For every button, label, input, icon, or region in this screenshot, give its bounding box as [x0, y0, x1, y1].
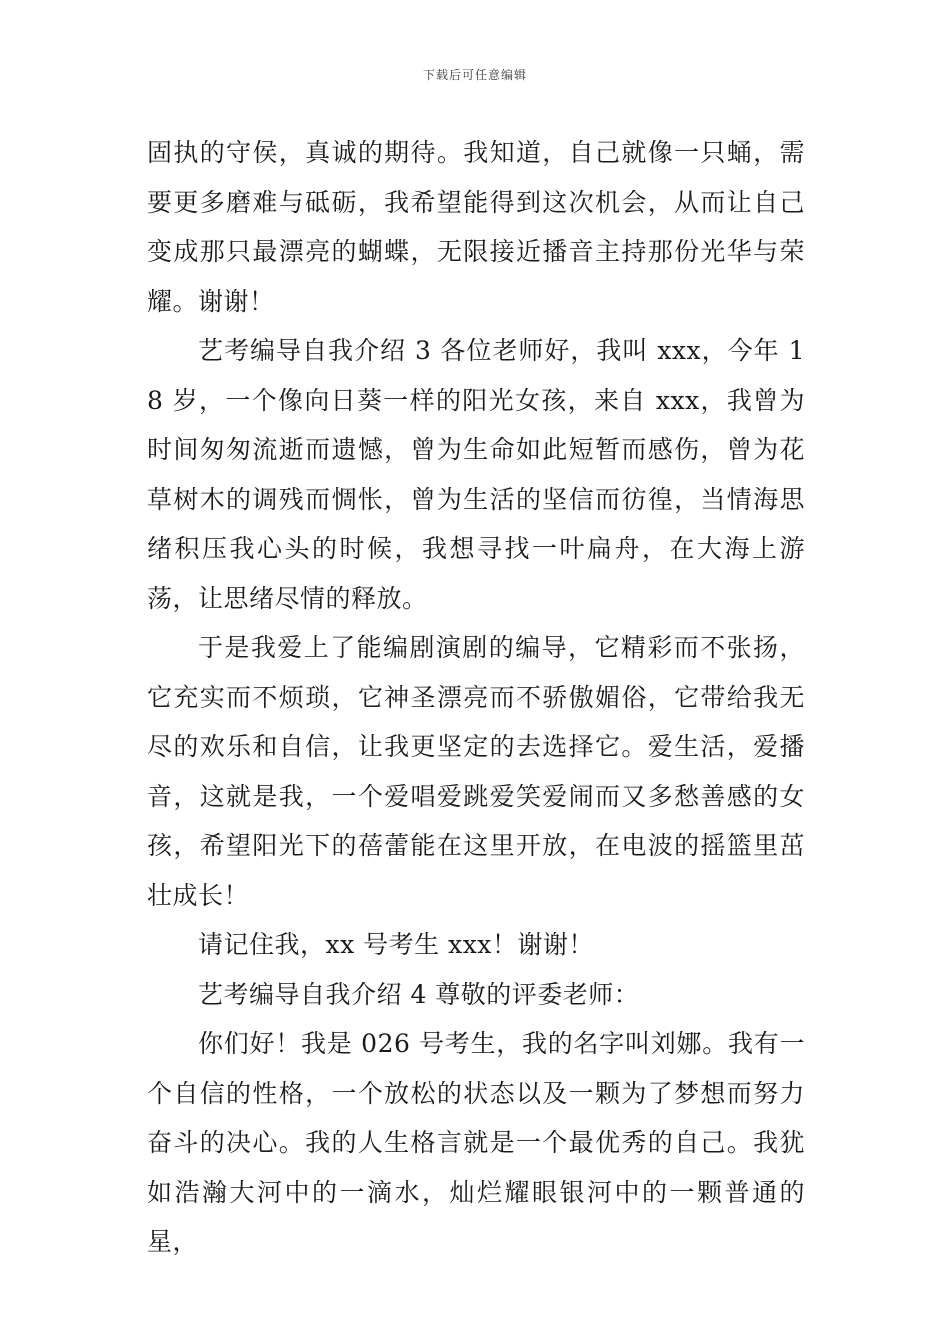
paragraph-intro-3: 艺考编导自我介绍 3 各位老师好，我叫 xxx，今年 18 岁，一个像向日葵一样的阳光女孩，来自 xxx，我曾为时间匆匆流逝而遗憾，曾为生命如此短暂而感伤，曾为花草树木的调残而惆怅，曾为生活的坚信而彷徨，当情海思绪积压我心头的时候，我想寻找一叶扁舟，在大海上游荡，让思绪尽情的释放。 — [147, 336, 805, 613]
document-body — [147, 128, 805, 1267]
paragraph-closing: 固执的守侯，真诚的期待。我知道，自己就像一只蛹，需要更多磨难与砥砺，我希望能得到这次机会，从而让自己变成那只最漂亮的蝴蝶，无限接近播音主持那份光华与荣耀。谢谢！ — [147, 138, 805, 316]
page-header: 下载后可任意编辑 — [422, 68, 527, 82]
paragraph-remember-me: 请记住我，xx 号考生 xxx！谢谢！ — [198, 930, 594, 959]
paragraph-love-directing: 于是我爱上了能编剧演剧的编导，它精彩而不张扬，它充实而不烦琐，它神圣漂亮而不骄傲媚俗，它带给我无尽的欢乐和自信，让我更坚定的去选择它。爱生活，爱播音，这就是我，一个爱唱爱跳爱笑爱闹而又多愁善感的女孩，希望阳光下的蓓蕾能在这里开放，在电波的摇篮里茁壮成长！ — [147, 633, 805, 910]
paragraph-greeting: 你们好！我是 026 号考生，我的名字叫刘娜。我有一个自信的性格，一个放松的状态以及一颗为了梦想而努力奋斗的决心。我的人生格言就是一个最优秀的自己。我犹如浩瀚大河中的一滴水，灿烂耀眼银河中的一颗普通的星， — [147, 1029, 805, 1256]
paragraph-intro-4-heading: 艺考编导自我介绍 4 尊敬的评委老师： — [198, 979, 640, 1009]
